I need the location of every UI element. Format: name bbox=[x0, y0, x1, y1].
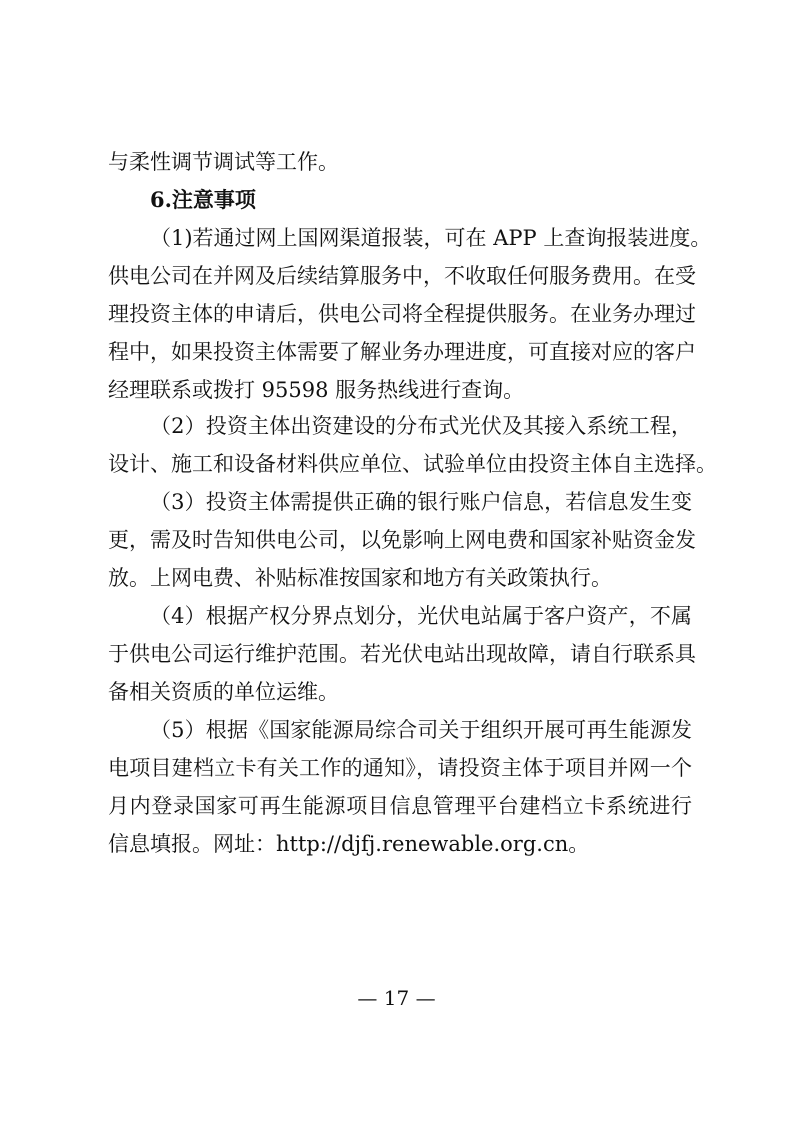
paragraph-line: 设计、施工和设备材料供应单位、试验单位由投资主体自主选择。 bbox=[108, 452, 717, 476]
paragraph-line: 程中，如果投资主体需要了解业务办理进度，可直接对应的客户 bbox=[108, 340, 696, 364]
paragraph-line: 电项目建档立卡有关工作的通知》，请投资主体于项目并网一个 bbox=[108, 756, 692, 780]
paragraph-line: 于供电公司运行维护范围。若光伏电站出现故障，请自行联系具 bbox=[108, 642, 696, 666]
intro-line: 与柔性调节调试等工作。 bbox=[108, 150, 339, 174]
paragraph-line: 更，需及时告知供电公司，以免影响上网电费和国家补贴资金发 bbox=[108, 528, 696, 552]
paragraph-line: （5）根据《国家能源局综合司关于组织开展可再生能源发 bbox=[150, 718, 692, 742]
paragraph-line: 供电公司在并网及后续结算服务中，不收取任何服务费用。在受 bbox=[108, 264, 696, 288]
paragraph-line: 月内登录国家可再生能源项目信息管理平台建档立卡系统进行 bbox=[108, 794, 692, 818]
paragraph-line: 放。上网电费、补贴标准按国家和地方有关政策执行。 bbox=[108, 566, 612, 590]
paragraph-line: 理投资主体的申请后，供电公司将全程提供服务。在业务办理过 bbox=[108, 302, 696, 326]
paragraph-line: （1)若通过网上国网渠道报装，可在 APP 上查询报装进度。 bbox=[150, 226, 712, 250]
section-heading: 6.注意事项 bbox=[150, 187, 256, 212]
paragraph-line: （3）投资主体需提供正确的银行账户信息，若信息发生变 bbox=[150, 490, 692, 514]
paragraph-line: 信息填报。网址：http://djfj.renewable.org.cn。 bbox=[108, 832, 590, 856]
paragraph-line: （2）投资主体出资建设的分布式光伏及其接入系统工程， bbox=[150, 414, 692, 438]
paragraph-line: 备相关资质的单位运维。 bbox=[108, 680, 339, 704]
page-number: — 17 — bbox=[357, 986, 436, 1010]
paragraph-line: 经理联系或拨打 95598 服务热线进行查询。 bbox=[108, 378, 525, 402]
paragraph-line: （4）根据产权分界点划分，光伏电站属于客户资产，不属 bbox=[150, 604, 692, 628]
